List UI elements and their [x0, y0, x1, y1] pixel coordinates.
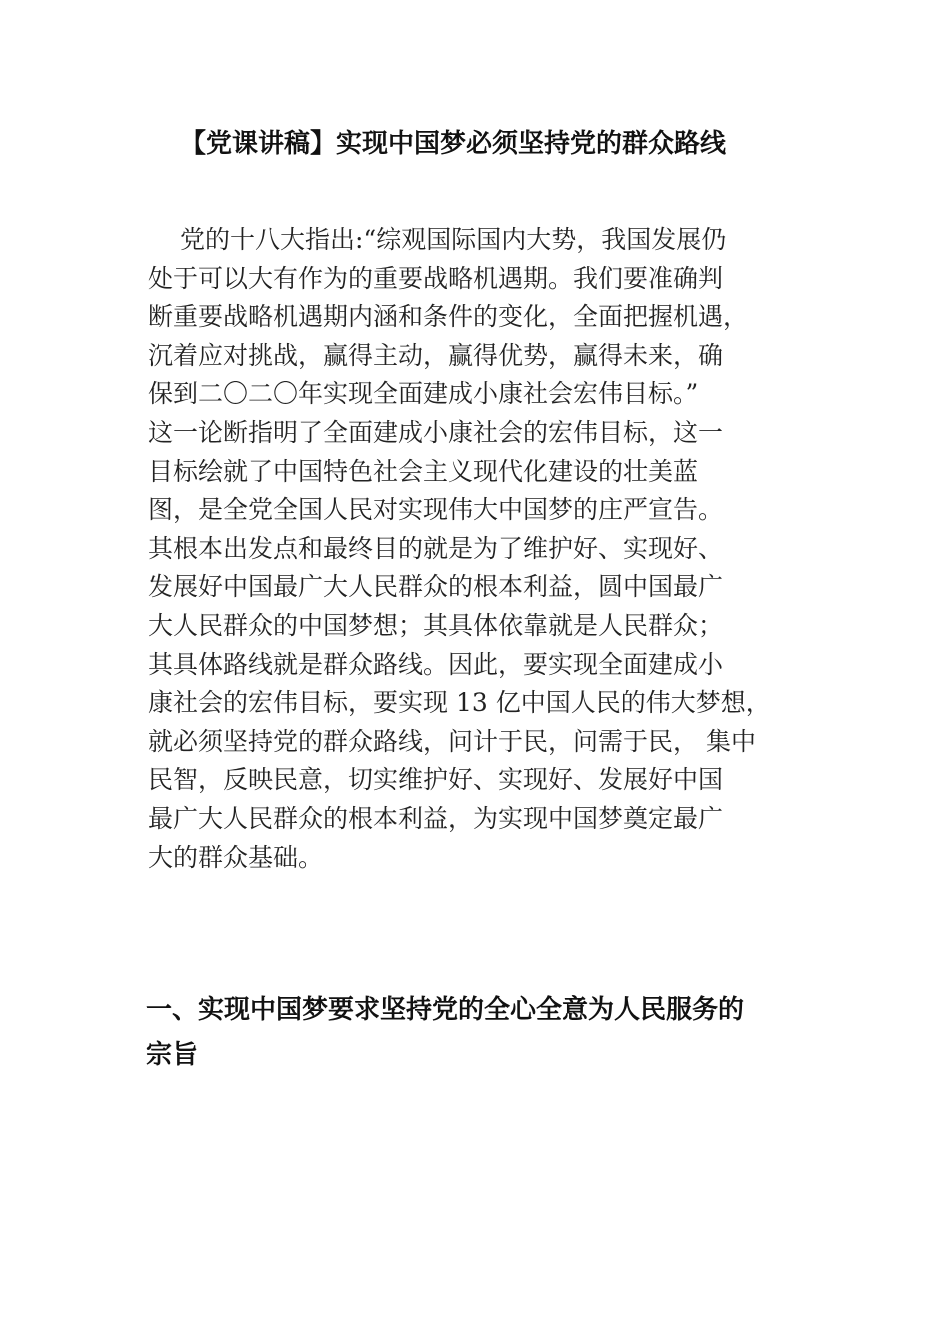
paragraph-line: 其根本出发点和最终目的就是为了维护好、实现好、 — [148, 533, 724, 563]
paragraph-line: 最广大人民群众的根本利益，为实现中国梦奠定最广 — [148, 803, 724, 833]
paragraph-line: 康社会的宏伟目标，要实现 13 亿中国人民的伟大梦想， — [148, 688, 771, 718]
paragraph-line: 这一论断指明了全面建成小康社会的宏伟目标，这一 — [148, 417, 724, 447]
paragraph-line: 保到二〇二〇年实现全面建成小康社会宏伟目标。” — [148, 379, 699, 409]
paragraph-line: 沉着应对挑战，赢得主动，赢得优势，赢得未来，确 — [148, 340, 724, 370]
paragraph-line: 就必须坚持党的群众路线，问计于民，问需于民， 集中 — [148, 726, 756, 756]
paragraph-line: 断重要战略机遇期内涵和条件的变化，全面把握机遇， — [148, 302, 749, 332]
paragraph-line: 大的群众基础。 — [148, 842, 324, 872]
paragraph-line: 发展好中国最广大人民群众的根本利益，圆中国最广 — [148, 572, 724, 602]
paragraph-line: 图，是全党全国人民对实现伟大中国梦的庄严宣告。 — [148, 495, 724, 525]
section-heading-line: 一、实现中国梦要求坚持党的全心全意为人民服务的 — [146, 995, 745, 1025]
paragraph-line: 处于可以大有作为的重要战略机遇期。我们要准确判 — [148, 263, 724, 293]
paragraph-line: 民智，反映民意，切实维护好、实现好、发展好中国 — [148, 765, 724, 795]
paragraph-line: 其具体路线就是群众路线。因此，要实现全面建成小 — [148, 649, 724, 679]
intro-paragraph — [148, 221, 838, 877]
section-heading-line: 宗旨 — [146, 1040, 199, 1070]
paragraph-line: 大人民群众的中国梦想；其具体依靠就是人民群众； — [148, 610, 724, 640]
paragraph-line: 目标绘就了中国特色社会主义现代化建设的壮美蓝 — [148, 456, 699, 486]
section-heading — [146, 988, 826, 1078]
paragraph-line: 党的十八大指出:“综观国际国内大势，我国发展仍 — [180, 225, 727, 254]
document-title: 【党课讲稿】实现中国梦必须坚持党的群众路线 — [180, 129, 727, 159]
